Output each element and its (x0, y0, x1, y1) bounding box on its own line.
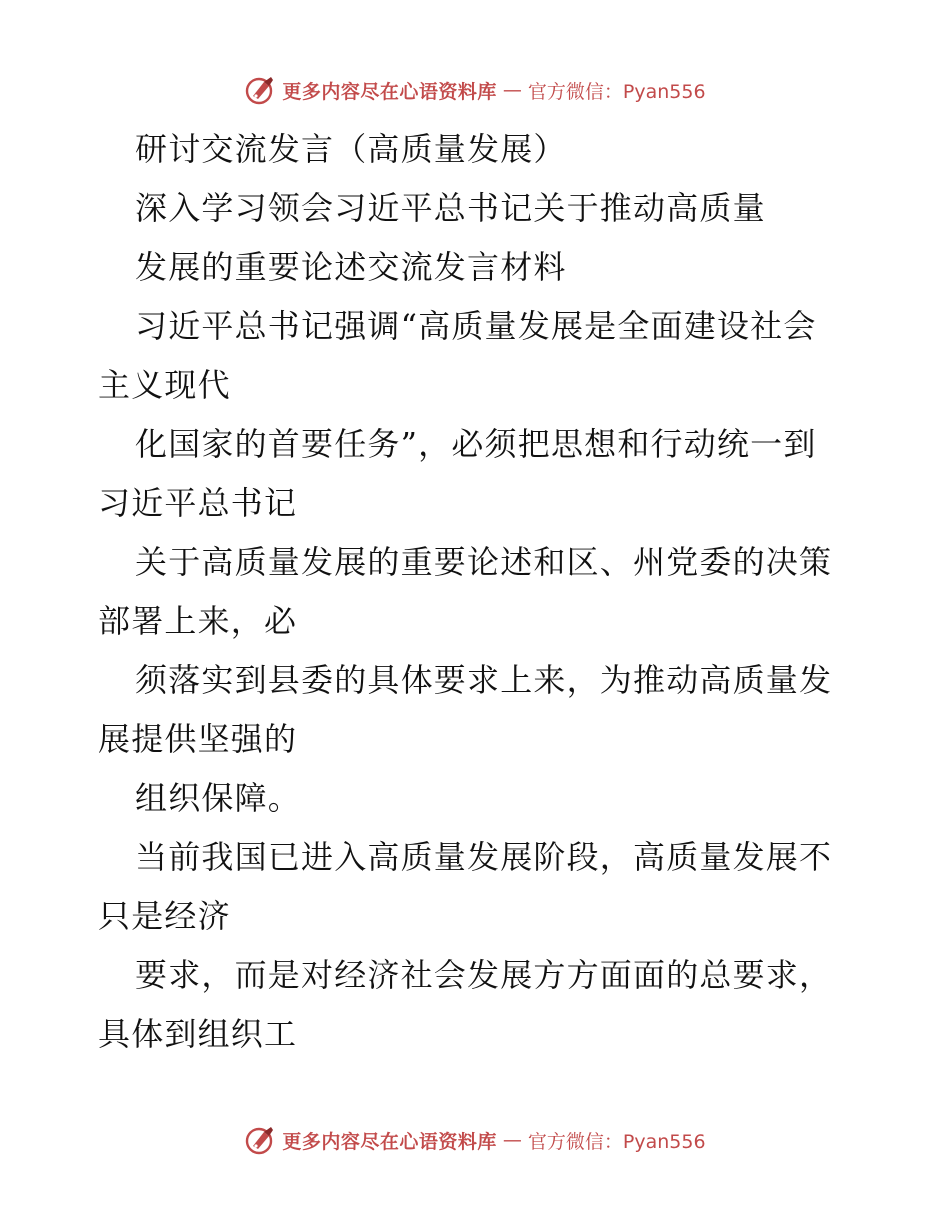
document-body (98, 120, 858, 1064)
watermark-main-text: 更多内容尽在心语资料库 (282, 1130, 497, 1153)
doc-subtitle-line-1: 深入学习领会习近平总书记关于推动高质量 (135, 189, 766, 227)
watermark-dash: — (502, 79, 522, 101)
header-watermark (0, 70, 950, 110)
pen-nib-logo-icon (244, 74, 276, 106)
footer-watermark (0, 1120, 950, 1160)
paragraph-line: 习近平总书记强调“高质量发展是全面建设社会 (135, 307, 817, 345)
pen-nib-logo-icon (244, 1124, 276, 1156)
watermark-dash: — (502, 1129, 522, 1151)
paragraph-line: 展提供坚强的 (98, 720, 298, 758)
paragraph-line: 主义现代 (98, 366, 231, 404)
watermark-main-text: 更多内容尽在心语资料库 (282, 80, 497, 103)
paragraph-line: 须落实到县委的具体要求上来，为推动高质量发 (135, 661, 833, 699)
paragraph-line: 部署上来，必 (98, 602, 298, 640)
paragraph-line: 组织保障。 (135, 779, 302, 817)
paragraph-line: 化国家的首要任务”，必须把思想和行动统一到 (135, 425, 817, 463)
paragraph-line: 只是经济 (98, 897, 231, 935)
doc-subtitle-line-2: 发展的重要论述交流发言材料 (135, 248, 567, 286)
doc-title: 研讨交流发言（高质量发展） (135, 130, 567, 168)
watermark-wechat-text: 官方微信：Pyan556 (527, 80, 706, 103)
paragraph-line: 要求，而是对经济社会发展方方面面的总要求， (135, 956, 833, 994)
watermark-wechat-text: 官方微信：Pyan556 (527, 1130, 706, 1153)
paragraph-line: 当前我国已进入高质量发展阶段，高质量发展不 (135, 838, 833, 876)
paragraph-line: 具体到组织工 (98, 1015, 298, 1053)
paragraph-line: 关于高质量发展的重要论述和区、州党委的决策 (135, 543, 833, 581)
paragraph-line: 习近平总书记 (98, 484, 298, 522)
